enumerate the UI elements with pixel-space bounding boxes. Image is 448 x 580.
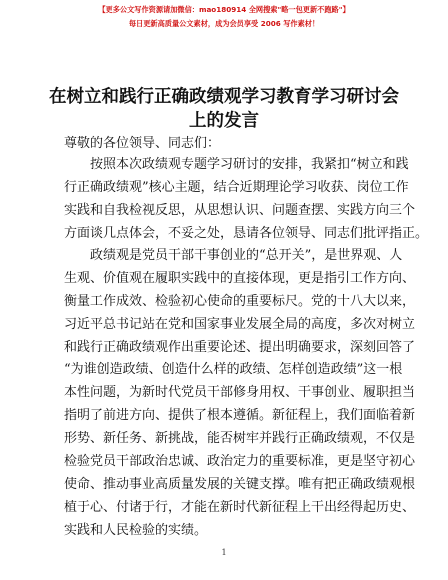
paragraph-line: 使命、推动事业高质量发展的关键支撑。唯有把正确政绩观根 [64,476,416,492]
promo-line-1: 【更多公文写作资源请加微信：mao180914 全网搜索"略一包更新不跑路"】 [98,5,350,14]
paragraph-line: 和践行正确政绩观作出重要论述、提出明确要求，深刻回答了 [64,339,416,355]
title-line-2: 上的发言 [189,111,259,131]
paragraph-1 [64,154,429,246]
paragraph-line: 生观、价值观在履职实践中的直接体现，更是指引工作方向、 [64,270,416,286]
paragraph-line: 检验党员干部政治忠诚、政治定力的重要标准，更是坚守初心 [64,454,416,470]
document-title [40,85,408,133]
paragraph-line: 实践和人民检验的实绩。 [64,522,208,538]
paragraph-line: 按照本次政绩观专题学习研讨的安排，我紧扣“树立和践 [90,157,409,172]
paragraph-line: 本性问题，为新时代党员干部修身用权、干事创业、履职担当 [64,385,416,401]
paragraph-line: 植于心、付诸于行，才能在新时代新征程上干出经得起历史、 [64,499,416,515]
paragraph-line: 形势、新任务、新挑战，能否树牢并践行正确政绩观，不仅是 [64,431,416,447]
paragraph-line: 实践和自我检视反思，从思想认识、问题查摆、实践方向三个 [64,202,416,218]
paragraph-line: 习近平总书记站在党和国家事业发展全局的高度，多次对树立 [64,316,416,332]
promo-banner [0,4,448,29]
title-line-1: 在树立和践行正确政绩观学习教育学习研讨会 [49,87,399,107]
salutation: 尊敬的各位领导、同志们： [64,136,221,151]
paragraph-line: 政绩观是党员干部干事创业的“总开关”，是世界观、人 [90,248,403,263]
promo-line-2: 每日更新高质量公文素材，成为会员享受 2006 写作素材！ [128,19,320,28]
paragraph-line: 行正确政绩观”核心主题，结合近期理论学习收获、岗位工作 [64,179,409,195]
paragraph-line: 指明了前进方向、提供了根本遵循。新征程上，我们面临着新 [64,408,416,424]
paragraph-line: 方面谈几点体会，不妥之处，恳请各位领导、同志们批评指正。 [64,225,429,241]
paragraph-2 [64,245,416,543]
paragraph-line: 衡量工作成效、检验初心使命的重要标尺。党的十八大以来， [64,293,416,309]
page-number: 1 [221,548,227,557]
paragraph-line: “为谁创造政绩、创造什么样的政绩、怎样创造政绩”这一根 [64,362,403,378]
